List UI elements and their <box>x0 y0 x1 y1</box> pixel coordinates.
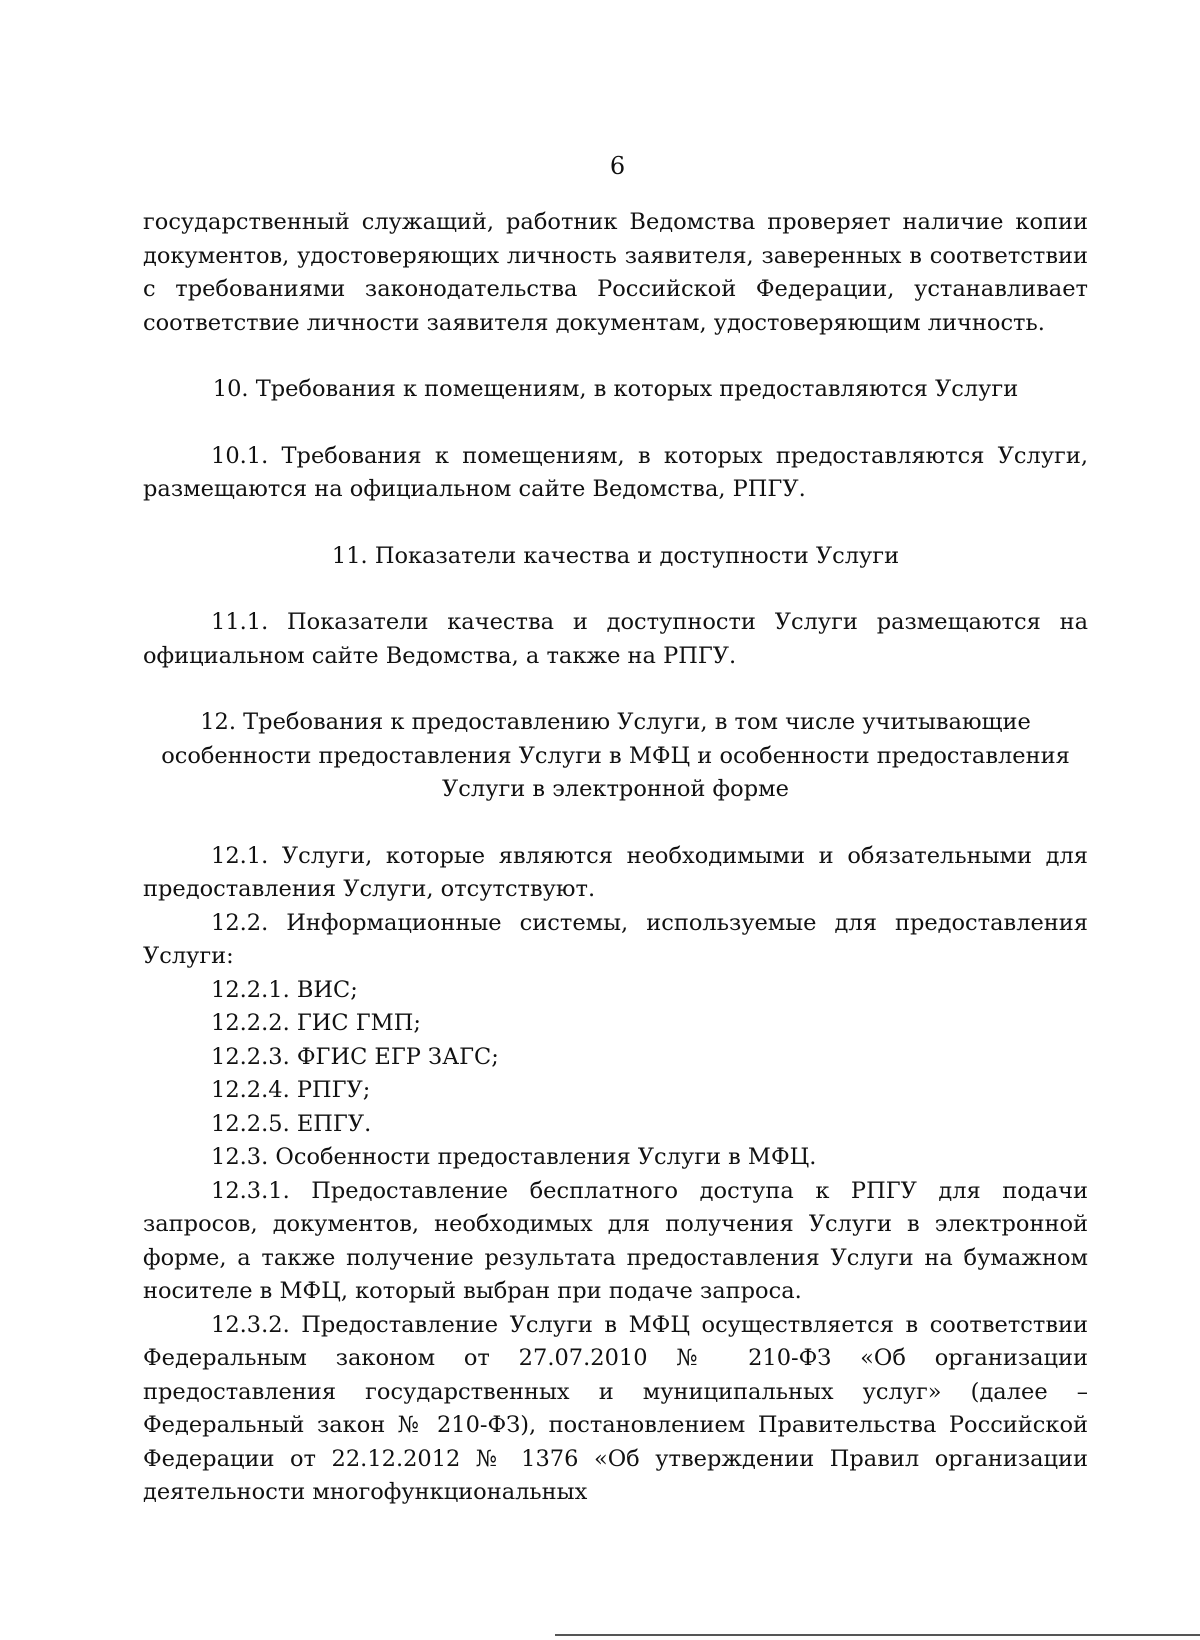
page-number: 6 <box>609 152 626 180</box>
paragraph-12-3-1: 12.3.1. Предоставление бесплатного доступа к РПГУ для подачи запросов, документов, необходимых для получения Услуги в электронной форме, а также получение результата предоставления Услуги на бумажном носителе в МФЦ, который выбран при подаче запроса. <box>143 1177 1088 1304</box>
section-heading-12-line: 12. Требования к предоставлению Услуги, в том числе учитывающие <box>200 709 1031 735</box>
document-body <box>143 206 1088 1510</box>
paragraph-12-1: 12.1. Услуги, которые являются необходимыми и обязательными для предоставления Услуги, отсутствуют. <box>143 842 1088 902</box>
list-item-12-2-3: 12.2.3. ФГИС ЕГР ЗАГС; <box>211 1043 499 1070</box>
paragraph-12-3-2: 12.3.2. Предоставление Услуги в МФЦ осуществляется в соответствии Федеральным законом от 27.07.2010 № 210-ФЗ «Об организации предоставления государственных и муниципальных услуг» (далее – Федеральный закон № 210-ФЗ), постановлением Правительства Российской Федерации от 22.12.2012 № 1376 «Об утверждении Правил организации деятельности многофункциональных <box>143 1311 1088 1505</box>
list-item-12-2-5: 12.2.5. ЕПГУ. <box>211 1110 372 1137</box>
list-item-12-2-4: 12.2.4. РПГУ; <box>211 1077 371 1103</box>
section-heading-10: 10. Требования к помещениям, в которых предоставляются Услуги <box>212 376 1019 402</box>
paragraph-11-1: 11.1. Показатели качества и доступности Услуги размещаются на официальном сайте Ведомства, а также на РПГУ. <box>143 609 1088 669</box>
paragraph-continuation: государственный служащий, работник Ведомства проверяет наличие копии документов, удостоверяющих личность заявителя, заверенных в соответствии с требованиями законодательства Российской Федерации, устанавливает соответствие личности заявителя документам, удостоверяющим личность. <box>143 209 1088 336</box>
list-item-12-2-1: 12.2.1. ВИС; <box>211 976 358 1003</box>
paragraph-12-3: 12.3. Особенности предоставления Услуги в МФЦ. <box>211 1144 817 1170</box>
section-heading-12-line: особенности предоставления Услуги в МФЦ и особенности предоставления <box>161 742 1070 769</box>
section-heading-11: 11. Показатели качества и доступности Услуги <box>331 542 900 569</box>
paragraph-10-1: 10.1. Требования к помещениям, в которых предоставляются Услуги, размещаются на официальном сайте Ведомства, РПГУ. <box>143 442 1088 502</box>
section-heading-12-line: Услуги в электронной форме <box>442 776 789 802</box>
paragraph-12-2: 12.2. Информационные системы, используемые для предоставления Услуги: <box>143 909 1088 969</box>
section-heading-12 <box>143 706 1088 807</box>
scan-edge-line <box>555 1634 1200 1636</box>
list-item-12-2-2: 12.2.2. ГИС ГМП; <box>211 1010 421 1036</box>
